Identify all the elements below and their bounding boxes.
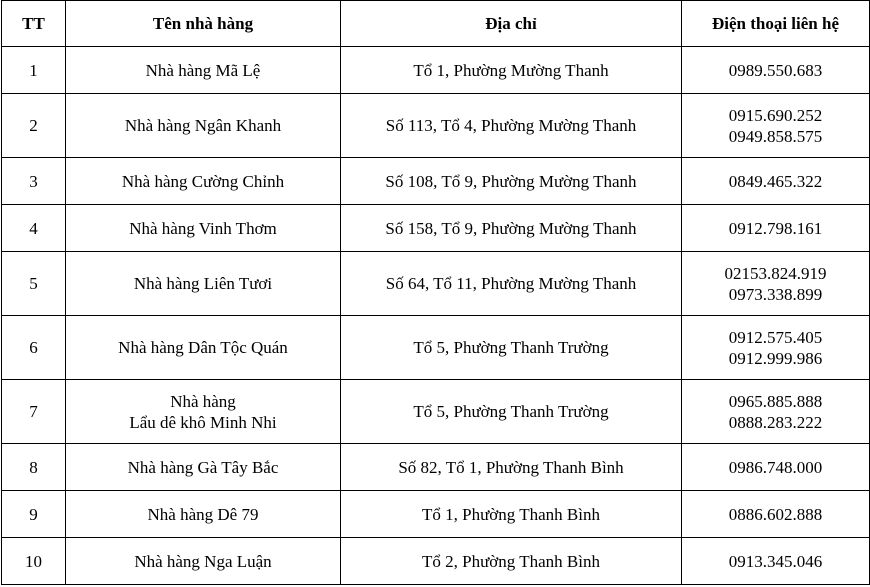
table-row xyxy=(2,205,870,252)
cell-address: Tổ 2, Phường Thanh Bình xyxy=(341,538,682,585)
phone-number: 0913.345.046 xyxy=(728,551,823,571)
cell-address: Số 82, Tổ 1, Phường Thanh Bình xyxy=(341,444,682,491)
restaurant-name-line: Nhà hàng xyxy=(170,391,236,411)
cell-restaurant-name xyxy=(66,252,341,316)
restaurant-name-line: Nhà hàng Vinh Thơm xyxy=(129,218,277,238)
header-name: Tên nhà hàng xyxy=(66,1,341,47)
cell-tt: 3 xyxy=(2,158,66,205)
cell-tt: 8 xyxy=(2,444,66,491)
phone-number: 0849.465.322 xyxy=(728,171,823,191)
header-address: Địa chỉ xyxy=(341,1,682,47)
cell-phone xyxy=(682,316,870,380)
phone-number: 0986.748.000 xyxy=(728,457,823,477)
table-row xyxy=(2,380,870,444)
header-row xyxy=(2,1,870,47)
restaurant-name-line: Nhà hàng Dê 79 xyxy=(147,504,259,524)
table-row xyxy=(2,538,870,585)
cell-phone xyxy=(682,47,870,94)
table-row xyxy=(2,252,870,316)
cell-restaurant-name xyxy=(66,47,341,94)
table-body xyxy=(2,47,870,585)
restaurant-name-line: Lẩu dê khô Minh Nhi xyxy=(129,412,277,432)
table-row xyxy=(2,94,870,158)
phone-number: 0912.999.986 xyxy=(728,348,823,368)
cell-tt: 4 xyxy=(2,205,66,252)
cell-phone xyxy=(682,94,870,158)
cell-address: Số 158, Tổ 9, Phường Mường Thanh xyxy=(341,205,682,252)
header-tt: TT xyxy=(2,1,66,47)
restaurant-name-line: Nhà hàng Cường Chỉnh xyxy=(121,171,285,191)
restaurant-table xyxy=(1,0,870,585)
cell-phone xyxy=(682,491,870,538)
cell-restaurant-name xyxy=(66,538,341,585)
cell-restaurant-name xyxy=(66,380,341,444)
phone-number: 0912.575.405 xyxy=(728,327,823,347)
cell-address: Số 113, Tổ 4, Phường Mường Thanh xyxy=(341,94,682,158)
cell-phone xyxy=(682,158,870,205)
restaurant-name-line: Nhà hàng Dân Tộc Quán xyxy=(118,338,288,357)
table-row xyxy=(2,158,870,205)
phone-number: 02153.824.919 xyxy=(724,263,827,283)
cell-restaurant-name xyxy=(66,205,341,252)
cell-restaurant-name xyxy=(66,316,341,380)
restaurant-name-line: Nhà hàng Nga Luận xyxy=(134,551,272,571)
cell-tt: 1 xyxy=(2,47,66,94)
cell-tt: 10 xyxy=(2,538,66,585)
table-row xyxy=(2,47,870,94)
phone-number: 0888.283.222 xyxy=(728,412,823,432)
cell-phone xyxy=(682,205,870,252)
cell-address: Tổ 5, Phường Thanh Trường xyxy=(341,380,682,444)
cell-tt: 7 xyxy=(2,380,66,444)
cell-tt: 2 xyxy=(2,94,66,158)
cell-tt: 9 xyxy=(2,491,66,538)
cell-phone xyxy=(682,252,870,316)
table-row xyxy=(2,444,870,491)
phone-number: 0949.858.575 xyxy=(728,126,823,146)
phone-number: 0989.550.683 xyxy=(728,60,823,80)
phone-number: 0886.602.888 xyxy=(728,504,823,524)
phone-number: 0912.798.161 xyxy=(728,218,823,238)
cell-phone xyxy=(682,380,870,444)
cell-address: Tổ 5, Phường Thanh Trường xyxy=(341,316,682,380)
cell-restaurant-name xyxy=(66,444,341,491)
restaurant-name-line: Nhà hàng Gà Tây Bắc xyxy=(127,457,279,477)
cell-phone xyxy=(682,538,870,585)
phone-number: 0915.690.252 xyxy=(728,105,823,125)
restaurant-name-line: Nhà hàng Mã Lệ xyxy=(145,60,261,80)
phone-number: 0973.338.899 xyxy=(728,284,823,304)
cell-address: Số 64, Tổ 11, Phường Mường Thanh xyxy=(341,252,682,316)
cell-address: Tổ 1, Phường Thanh Bình xyxy=(341,491,682,538)
cell-restaurant-name xyxy=(66,94,341,158)
restaurant-name-line: Nhà hàng Ngân Khanh xyxy=(124,116,282,135)
cell-address: Số 108, Tổ 9, Phường Mường Thanh xyxy=(341,158,682,205)
phone-number: 0965.885.888 xyxy=(728,391,823,411)
cell-address: Tổ 1, Phường Mường Thanh xyxy=(341,47,682,94)
cell-tt: 6 xyxy=(2,316,66,380)
table-row xyxy=(2,491,870,538)
header-phone: Điện thoại liên hệ xyxy=(682,1,870,47)
cell-tt: 5 xyxy=(2,252,66,316)
cell-restaurant-name xyxy=(66,491,341,538)
restaurant-name-line: Nhà hàng Liên Tươi xyxy=(133,274,273,293)
table-row xyxy=(2,316,870,380)
cell-restaurant-name xyxy=(66,158,341,205)
cell-phone xyxy=(682,444,870,491)
